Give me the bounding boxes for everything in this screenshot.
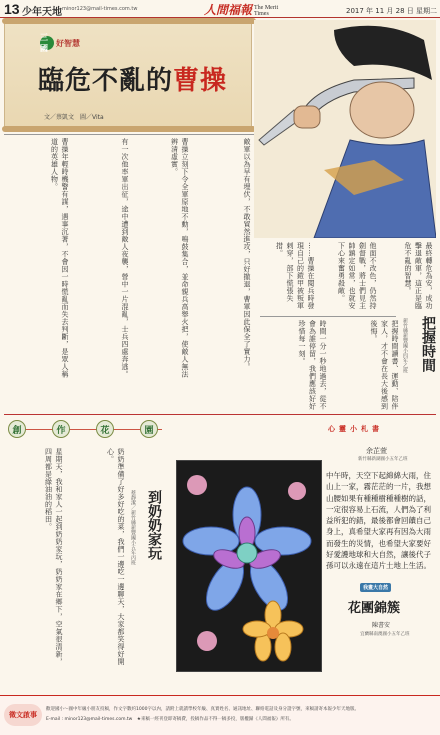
heart-author: 余芷萱: [366, 447, 387, 455]
drawing-tag: 我畫大自然: [360, 583, 391, 592]
creative-corner-header: [8, 420, 168, 442]
masthead-logo: [204, 1, 292, 15]
lower-section: [4, 414, 436, 674]
column-divider: [260, 316, 396, 317]
heart-school: 新竹縣新湖國小五年乙班: [358, 457, 408, 462]
creative-corner-char: 園: [140, 420, 158, 438]
heart-tag-char: 札: [361, 425, 368, 433]
masthead-english: The Merit Times: [254, 5, 279, 17]
text-column: 他面不改色，仍然持劍督戰，將士們見主帥鎮定如常，也就安下心來奮勇殺敵。: [337, 242, 377, 310]
sidebar-title: 把握時間: [420, 316, 436, 372]
issue-date: 2017 年 11 月 28 日 星期二: [346, 7, 437, 15]
text-column: ……曹操在閱兵時發現自己的鎧甲被叛軍刺穿，部下慌張失措。: [275, 242, 315, 310]
story-title-plain: 臨危不亂的: [38, 66, 174, 96]
flower-drawing: [176, 460, 322, 672]
text-column: 有一次他率軍出征，途中遭到敵人夜襲，營中一片混亂，士兵四處奔逃。: [121, 138, 129, 378]
page-number: 13: [4, 1, 20, 17]
heart-tag-char: 小: [350, 425, 357, 433]
heart-tag-char: 靈: [339, 425, 346, 433]
submission-contact: E-mail : minor123@mail-times.com.tw ★來稿一經刊登即寄稿費，投稿作品不得一稿多投，版權歸《人間福報》所有。: [46, 717, 294, 722]
section-divider: [4, 414, 436, 415]
flower-drawing-art: [177, 461, 322, 672]
page-header: [0, 0, 440, 18]
creative-story-byline: 蔡靜潔／新竹縣新豐國小五年丙班: [130, 490, 136, 565]
heart-tag-char: 書: [372, 425, 379, 433]
story-byline: 文／蔡凱文 圖／Vita: [44, 114, 104, 121]
masthead-chinese: 人間福報: [204, 3, 253, 17]
submission-info: 歡迎國小～國中年級小朋友投稿，作文字數約1000字以內，請附上就讀學校年級、真實姓名、通訊地址、聯絡電話及身分證字號，來稿請寄本報少年天地版。: [46, 707, 359, 712]
column-badge-circle: 三國: [40, 36, 54, 50]
sidebar-byline: 新竹縣新豐國小四年乙班: [402, 318, 408, 373]
column-name: 好智慧: [56, 38, 80, 48]
heart-text: 中午時，天空下起綿綿大雨，住山上一家，霧茫茫的一片，我想山腰如果有種種樹種種樹的話，一定很容易上石流，人們為了利益所犯的錯，最後都會回饋自己身上，真希望大家再有因為大雨而發生的災情，也希望大家要好好愛護地球和大自然，讓後代子孫可以永遠在這片土地上生活。: [326, 471, 431, 570]
section-name: 少年天地: [22, 7, 62, 18]
heart-column-tag: [328, 424, 383, 434]
cao-cao-illustration: [254, 20, 436, 238]
drawing-title: 花團錦簇: [348, 601, 401, 616]
text-column: 星期天，我和家人一起到奶奶家玩，奶奶家在鄉下，空氣很清新，四周都是綠油油的稻田。: [44, 448, 63, 666]
page-footer: [0, 695, 440, 735]
creative-story-title: 到奶奶家玩: [146, 490, 162, 560]
story-title: [38, 60, 227, 97]
text-column: 曹操立刻下令全軍原地不動，鳴鼓集合，並命親兵高舉火把，使敵人無法辨清虛實。: [170, 138, 189, 378]
drawing-school: 宜蘭縣南澳國小五年乙班: [360, 632, 410, 637]
drawing-author: 陳書安: [372, 622, 391, 629]
text-column: 把握時間讀書、運動、陪伴家人，才不會在長大後感到後悔。: [370, 320, 399, 410]
text-column: 奶奶準備了好多好吃的菜，我們一邊吃一邊聊天，大家都笑得好開心。: [106, 448, 125, 666]
text-column: 最終轉危為安，成功擊退敵軍，這正是臨危不亂的智慧。: [404, 242, 433, 310]
text-column: 曹操年輕時機警有謀，遇事沉著，不會因一時慌亂而失去判斷，是眾人稱道的英雄人物。: [50, 138, 69, 378]
heart-column: [322, 424, 436, 674]
submission-badge: 徵文啟事: [4, 704, 42, 726]
column-badge: [40, 33, 80, 53]
main-story: [4, 20, 436, 412]
story-title-highlight: 曹操: [173, 66, 228, 96]
column-divider: [4, 134, 254, 135]
section-email: minor123@mail-times.com.tw: [62, 6, 138, 12]
text-column: 敵軍以為早有埋伏，不敢貿然進攻，只好撤退，曹軍因此保全了實力。: [243, 138, 251, 371]
creative-corner-char: 創: [8, 420, 26, 438]
text-column: 時間一分一秒地過去，從不會為誰停留，我們應該好好珍惜每一刻。: [298, 320, 327, 410]
creative-corner-char: 花: [96, 420, 114, 438]
creative-corner-char: 作: [52, 420, 70, 438]
drawing-caption: [326, 574, 434, 637]
heart-tag-char: 心: [328, 425, 335, 433]
